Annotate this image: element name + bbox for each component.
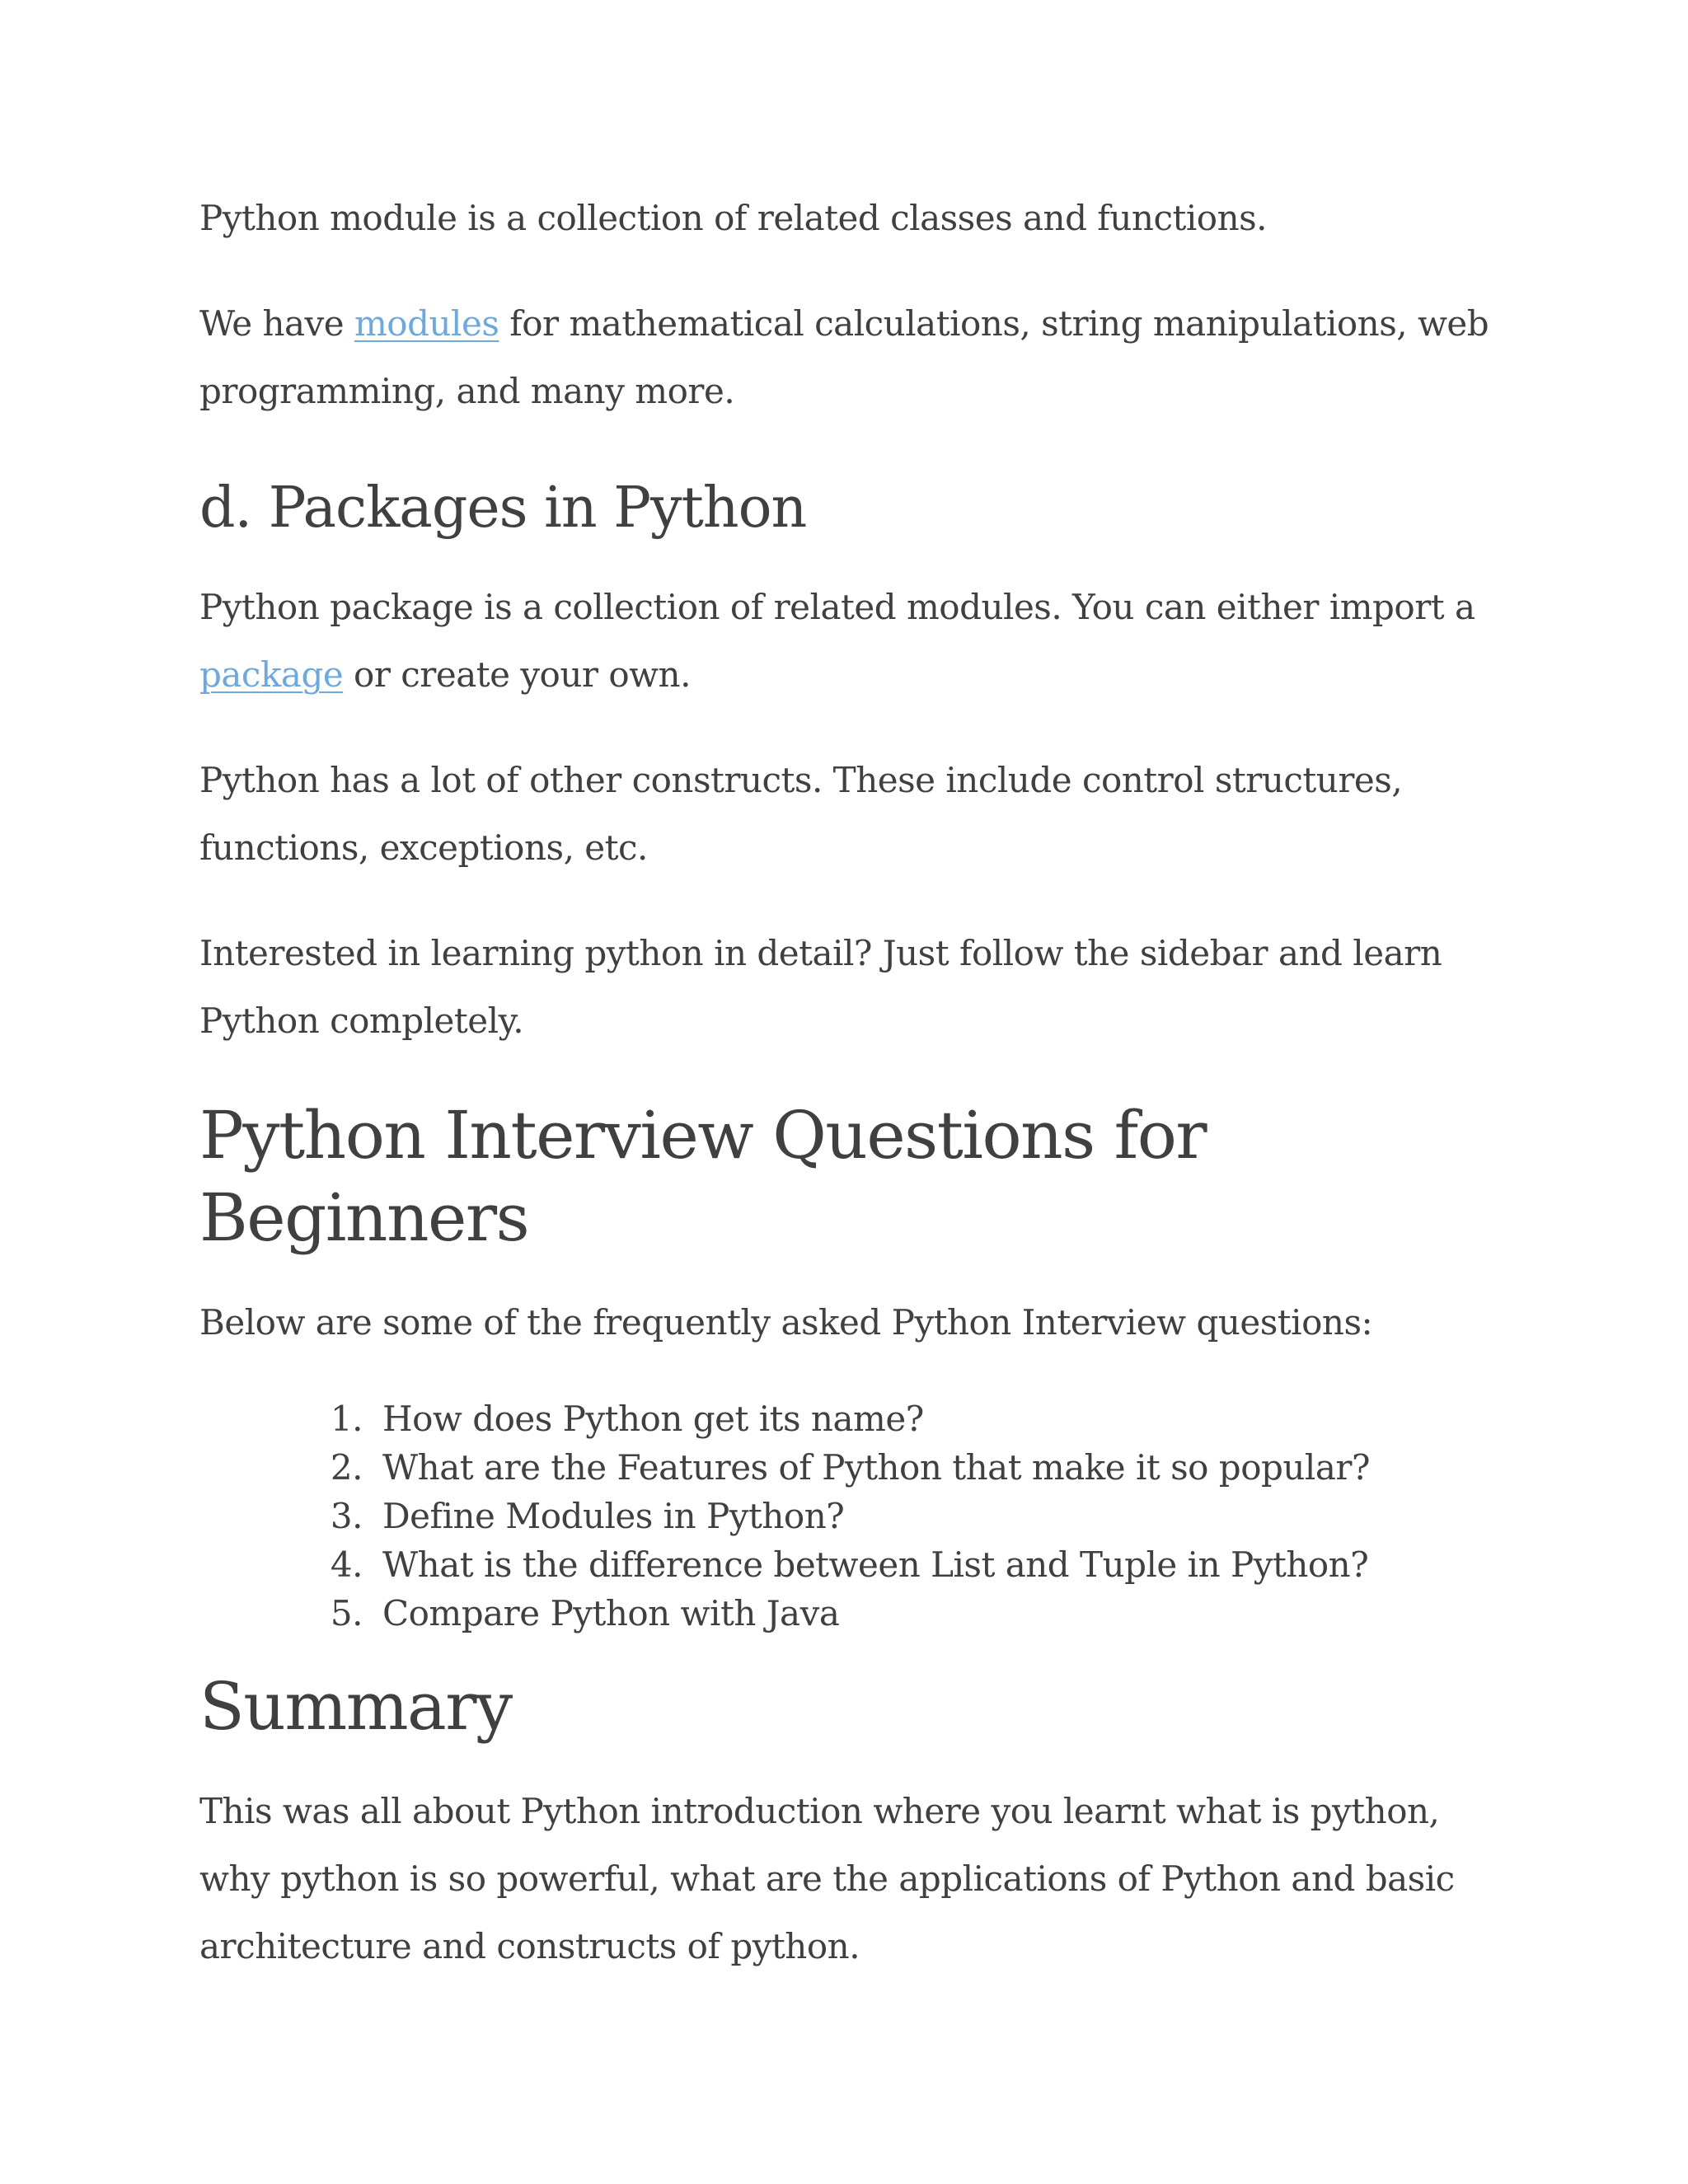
paragraph-interested: Interested in learning python in detail? Just follow the sidebar and learn Python completely. <box>199 933 1442 1041</box>
text-segment: or create your own. <box>343 654 691 695</box>
list-text: How does Python get its name? <box>382 1399 924 1439</box>
list-number: 4. <box>330 1544 363 1585</box>
heading-summary: Summary <box>199 1668 512 1745</box>
paragraph-summary: This was all about Python introduction where you learnt what is python, why python is so powerful, what are the applications of Python and basic architecture and constructs of python. <box>199 1791 1455 1966</box>
paragraph-constructs: Python has a lot of other constructs. These include control structures, functions, exceptions, etc. <box>199 760 1403 868</box>
questions-list <box>199 1394 1502 1638</box>
list-number: 5. <box>330 1593 363 1633</box>
text-segment: for mathematical calculations, string manipulations, web programming, and many more. <box>199 303 1489 411</box>
text-segment: We have <box>199 303 354 344</box>
document-page <box>199 185 1502 1980</box>
list-number: 2. <box>330 1447 363 1488</box>
list-text: What are the Features of Python that make it so popular? <box>382 1447 1370 1488</box>
paragraph-module-uses <box>199 290 1502 425</box>
list-text: Define Modules in Python? <box>382 1496 845 1536</box>
paragraph-module-definition: Python module is a collection of related classes and functions. <box>199 198 1268 238</box>
list-item <box>199 1394 1502 1443</box>
list-item <box>199 1492 1502 1540</box>
list-item <box>199 1540 1502 1589</box>
heading-interview-questions: Python Interview Questions for Beginners <box>199 1097 1207 1256</box>
paragraph-package-definition <box>199 574 1502 709</box>
list-text: Compare Python with Java <box>382 1593 840 1633</box>
heading-packages: d. Packages in Python <box>199 476 807 541</box>
list-number: 1. <box>330 1399 363 1439</box>
text-segment: Python package is a collection of related modules. You can either import a <box>199 587 1475 627</box>
package-link[interactable]: package <box>199 654 344 695</box>
paragraph-below: Below are some of the frequently asked Python Interview questions: <box>199 1302 1373 1343</box>
list-item <box>199 1589 1502 1638</box>
list-number: 3. <box>330 1496 363 1536</box>
list-item <box>199 1443 1502 1492</box>
modules-link[interactable]: modules <box>354 303 499 344</box>
list-text: What is the difference between List and Tuple in Python? <box>382 1544 1369 1585</box>
